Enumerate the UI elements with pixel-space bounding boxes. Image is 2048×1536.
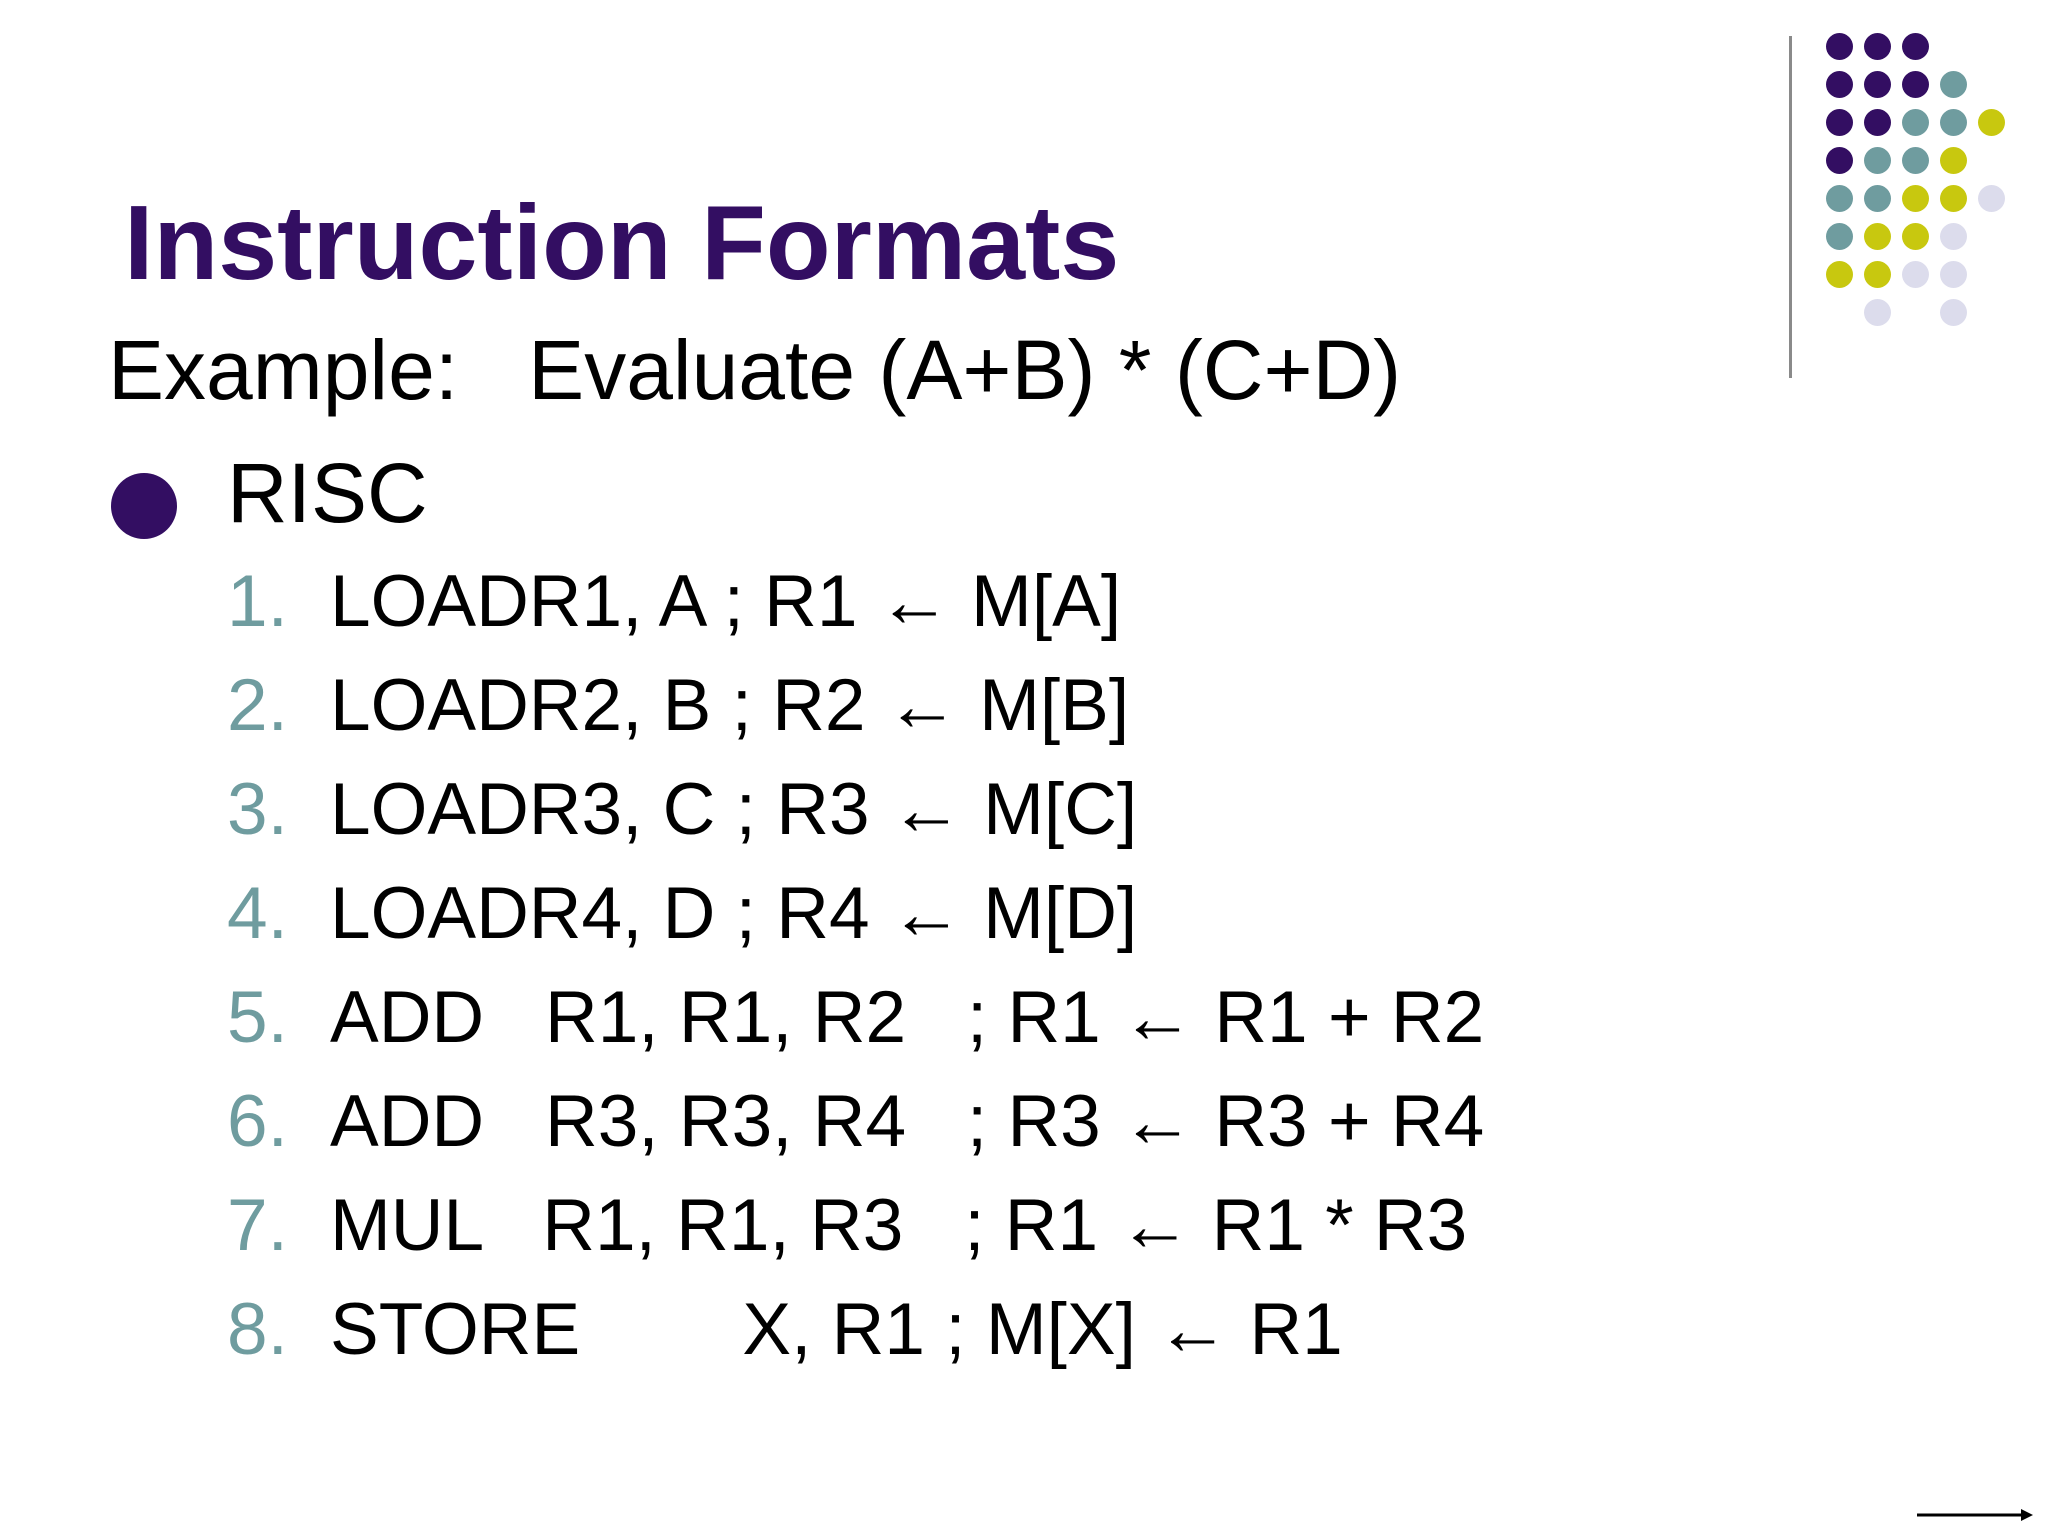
item-instruction: LOADR1, A ; R1 ← M[A] <box>330 561 1122 642</box>
item-number: 2. <box>227 665 288 746</box>
item-instruction: MUL R1, R1, R3 ; R1 ← R1 * R3 <box>330 1185 1468 1266</box>
decorative-dot <box>1902 185 1929 212</box>
decorative-dot <box>1864 223 1891 250</box>
item-instruction: LOADR2, B ; R2 ← M[B] <box>330 665 1130 746</box>
decorative-dot <box>1864 299 1891 326</box>
decorative-dot <box>1864 185 1891 212</box>
decorative-dot <box>1826 147 1853 174</box>
item-instruction: LOADR3, C ; R3 ← M[C] <box>330 769 1138 850</box>
item-number: 3. <box>227 769 288 850</box>
item-instruction: ADD R1, R1, R2 ; R1 ← R1 + R2 <box>330 977 1485 1058</box>
item-number: 4. <box>227 873 288 954</box>
example-line: Example: Evaluate (A+B) * (C+D) <box>108 323 1402 417</box>
decorative-dot-grid <box>1826 33 2026 323</box>
item-instruction: ADD R3, R3, R4 ; R3 ← R3 + R4 <box>330 1081 1485 1162</box>
decorative-dot <box>1864 71 1891 98</box>
item-number: 8. <box>227 1289 288 1370</box>
decorative-dot <box>1826 71 1853 98</box>
decorative-dot <box>1940 261 1967 288</box>
item-number: 6. <box>227 1081 288 1162</box>
decorative-dot <box>1864 109 1891 136</box>
decorative-dot <box>1826 185 1853 212</box>
decorative-dot <box>1902 261 1929 288</box>
decorative-dot <box>1826 109 1853 136</box>
decorative-dot <box>1940 299 1967 326</box>
item-number: 1. <box>227 561 288 642</box>
bullet-risc: RISC <box>227 446 428 540</box>
decorative-dot <box>1940 71 1967 98</box>
decorative-dot <box>1940 185 1967 212</box>
decorative-dot <box>1864 33 1891 60</box>
decorative-dot <box>1864 261 1891 288</box>
decorative-dot <box>1826 33 1853 60</box>
decorative-dot <box>1864 147 1891 174</box>
decorative-dot <box>1902 71 1929 98</box>
item-instruction: LOADR4, D ; R4 ← M[D] <box>330 873 1138 954</box>
vertical-divider <box>1789 36 1792 378</box>
item-number: 5. <box>227 977 288 1058</box>
decorative-dot <box>1940 147 1967 174</box>
decorative-dot <box>1902 109 1929 136</box>
decorative-dot <box>1902 33 1929 60</box>
bullet-icon <box>111 473 177 539</box>
decorative-dot <box>1902 223 1929 250</box>
decorative-dot <box>1940 223 1967 250</box>
arrow-right-icon[interactable] <box>1917 1505 2033 1525</box>
decorative-dot <box>1978 185 2005 212</box>
decorative-dot <box>1826 223 1853 250</box>
decorative-dot <box>1978 109 2005 136</box>
decorative-dot <box>1940 109 1967 136</box>
item-number: 7. <box>227 1185 288 1266</box>
decorative-dot <box>1826 261 1853 288</box>
decorative-dot <box>1902 147 1929 174</box>
slide-title: Instruction Formats <box>124 184 1120 302</box>
item-instruction: STORE X, R1 ; M[X] ← R1 <box>330 1289 1343 1370</box>
